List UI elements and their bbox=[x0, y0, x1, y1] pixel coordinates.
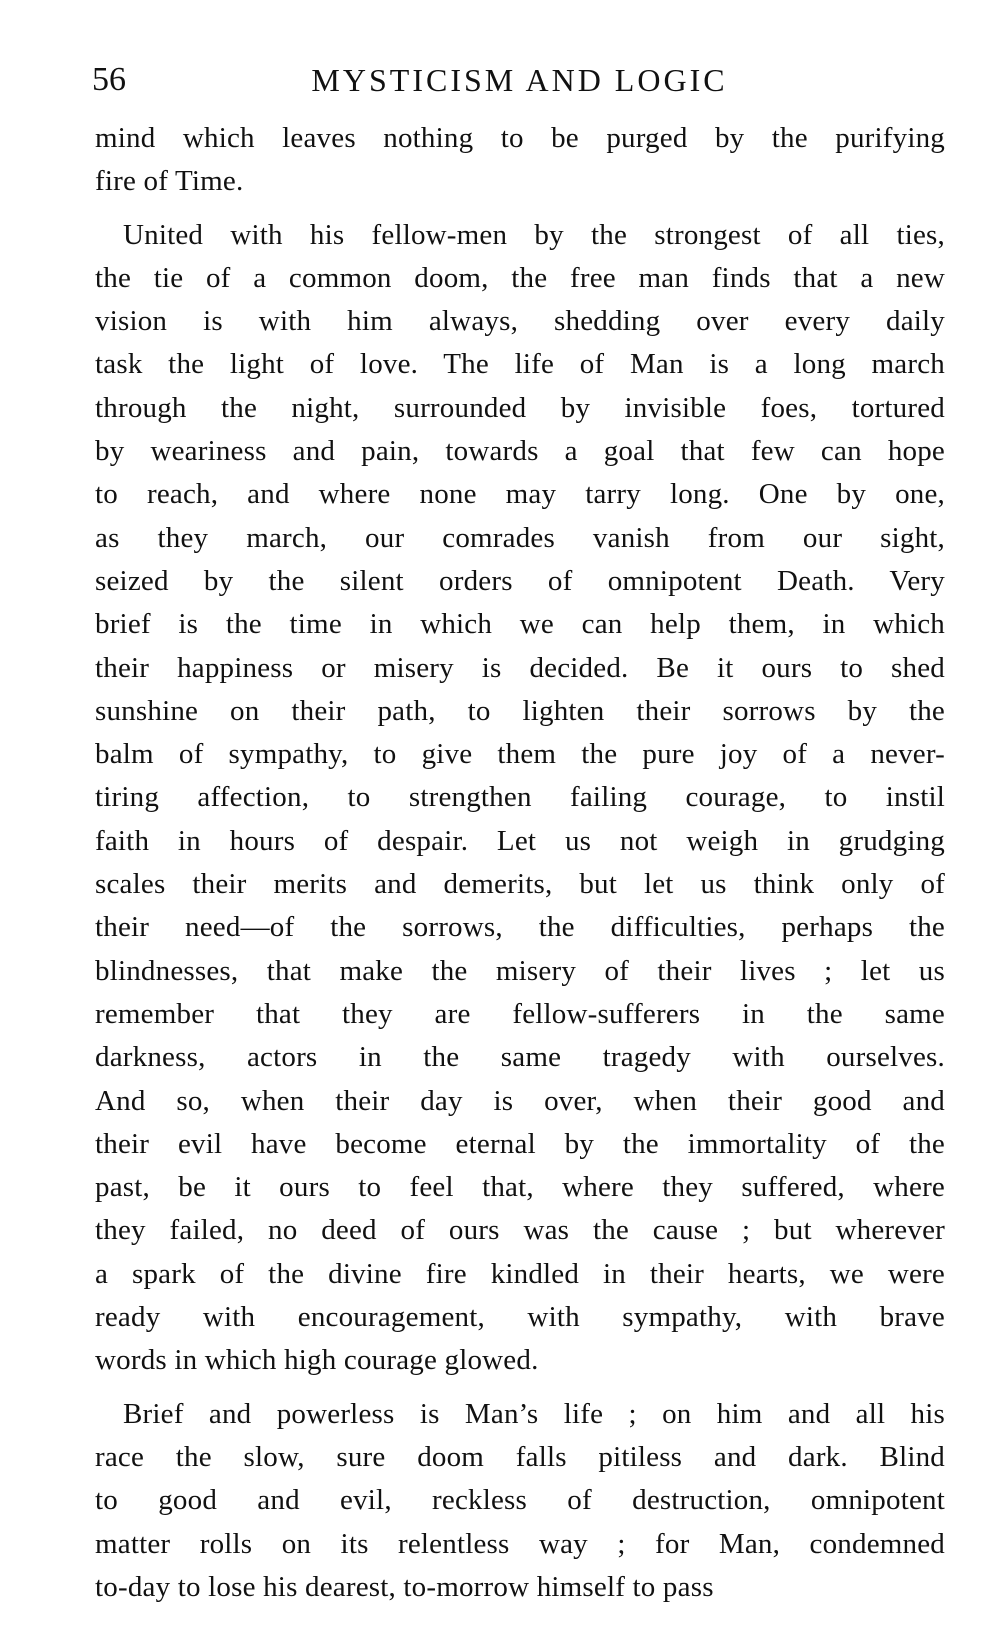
paragraph bbox=[95, 1393, 945, 1609]
text-line: fire of Time. bbox=[95, 165, 244, 198]
text-line: past, be it ours to feel that, where they suffered, where bbox=[95, 1171, 945, 1204]
text-line: they failed, no deed of ours was the cause ; but wherever bbox=[95, 1214, 945, 1247]
text-line: by weariness and pain, towards a goal that few can hope bbox=[95, 435, 945, 468]
running-head bbox=[92, 58, 917, 102]
page-number: 56 bbox=[92, 61, 126, 98]
text-line: scales their merits and demerits, but let us think only of bbox=[95, 868, 945, 901]
text-line: tiring affection, to strengthen failing courage, to instil bbox=[95, 781, 945, 814]
text-line: vision is with him always, shedding over every daily bbox=[95, 305, 945, 338]
text-line: their need—of the sorrows, the difficulties, perhaps the bbox=[95, 911, 945, 944]
text-line: United with his fellow-men by the strongest of all ties, bbox=[123, 218, 945, 251]
text-line: faith in hours of despair. Let us not weigh in grudging bbox=[95, 824, 945, 857]
text-line: a spark of the divine fire kindled in their hearts, we were bbox=[95, 1257, 945, 1290]
text-line: balm of sympathy, to give them the pure joy of a never- bbox=[95, 738, 945, 771]
text-line: to good and evil, reckless of destruction, omnipotent bbox=[95, 1484, 945, 1517]
text-line: words in which high courage glowed. bbox=[95, 1344, 539, 1377]
paragraph bbox=[95, 214, 945, 1383]
text-line: race the slow, sure doom falls pitiless and dark. Blind bbox=[95, 1440, 945, 1473]
text-line: brief is the time in which we can help them, in which bbox=[95, 608, 945, 641]
text-line: blindnesses, that make the misery of their lives ; let us bbox=[95, 954, 945, 987]
text-line: ready with encouragement, with sympathy, with brave bbox=[95, 1301, 945, 1334]
text-line: remember that they are fellow-sufferers in the same bbox=[95, 997, 945, 1030]
text-line: their happiness or misery is decided. Be it ours to shed bbox=[95, 651, 945, 684]
text-line: to-day to lose his dearest, to-morrow himself to pass bbox=[95, 1570, 714, 1603]
running-title: MYSTICISM AND LOGIC bbox=[311, 62, 728, 98]
text-line: Brief and powerless is Man’s life ; on him and all his bbox=[123, 1397, 945, 1430]
text-line: mind which leaves nothing to be purged by the purifying bbox=[95, 122, 945, 154]
text-line: through the night, surrounded by invisible foes, tortured bbox=[95, 391, 945, 424]
text-line: seized by the silent orders of omnipotent Death. Very bbox=[95, 564, 945, 597]
text-line: matter rolls on its relentless way ; for Man, condemned bbox=[95, 1527, 945, 1560]
paragraph bbox=[95, 117, 945, 204]
text-line: to reach, and where none may tarry long. One by one, bbox=[95, 478, 945, 511]
text-line: the tie of a common doom, the free man finds that a new bbox=[95, 261, 945, 294]
body-text bbox=[95, 117, 945, 1619]
text-line: task the light of love. The life of Man is a long march bbox=[95, 348, 945, 381]
text-line: sunshine on their path, to lighten their sorrows by the bbox=[95, 694, 945, 727]
text-line: as they march, our comrades vanish from our sight, bbox=[95, 521, 945, 554]
text-line: And so, when their day is over, when their good and bbox=[95, 1084, 945, 1117]
text-line: darkness, actors in the same tragedy with ourselves. bbox=[95, 1041, 945, 1074]
text-line: their evil have become eternal by the immortality of the bbox=[95, 1127, 945, 1160]
